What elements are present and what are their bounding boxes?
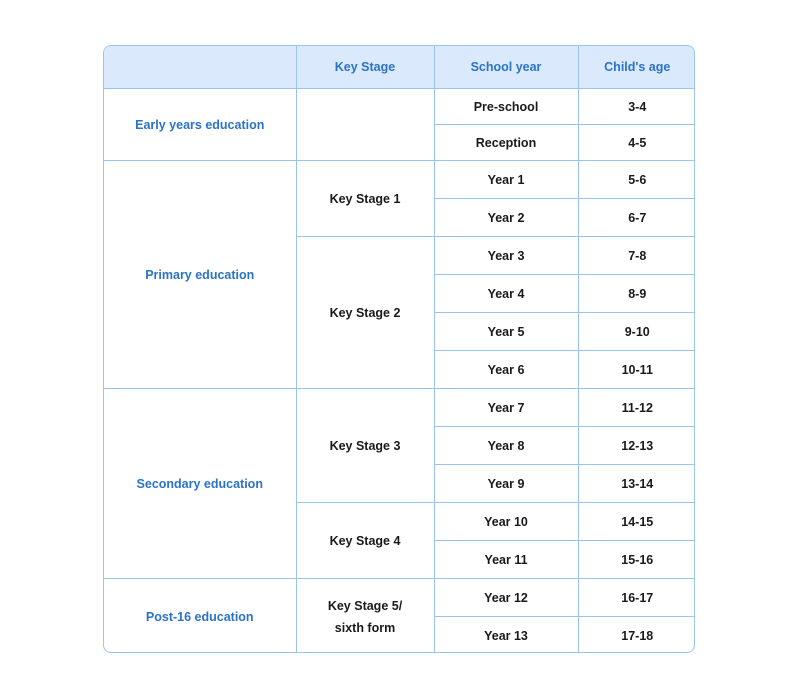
key-stage-cell: Key Stage 3: [296, 389, 434, 503]
key-stage-cell: Key Stage 2: [296, 237, 434, 389]
key-stage-cell: Key Stage 1: [296, 161, 434, 237]
childs-age-cell: 8-9: [578, 275, 695, 313]
school-year-cell: Year 7: [434, 389, 578, 427]
school-year-cell: Year 2: [434, 199, 578, 237]
table-row: [104, 389, 695, 427]
school-year-cell: Reception: [434, 125, 578, 161]
school-year-cell: Year 12: [434, 579, 578, 617]
school-year-cell: Year 3: [434, 237, 578, 275]
school-year-cell: Year 9: [434, 465, 578, 503]
key-stage-cell: [296, 89, 434, 161]
education-level-cell: Post-16 education: [104, 579, 296, 654]
childs-age-cell: 16-17: [578, 579, 695, 617]
table-row: [104, 89, 695, 125]
childs-age-cell: 17-18: [578, 617, 695, 654]
school-stages-table: [103, 45, 695, 653]
childs-age-cell: 6-7: [578, 199, 695, 237]
table-body: [104, 89, 695, 654]
childs-age-cell: 12-13: [578, 427, 695, 465]
table-row: [104, 579, 695, 617]
header-education-level: [104, 46, 296, 89]
childs-age-cell: 13-14: [578, 465, 695, 503]
education-level-cell: Early years education: [104, 89, 296, 161]
school-year-cell: Year 6: [434, 351, 578, 389]
childs-age-cell: 7-8: [578, 237, 695, 275]
education-level-cell: Secondary education: [104, 389, 296, 579]
school-year-cell: Year 10: [434, 503, 578, 541]
key-stage-cell: Key Stage 5/ sixth form: [296, 579, 434, 654]
school-year-cell: Year 13: [434, 617, 578, 654]
key-stage-cell: Key Stage 4: [296, 503, 434, 579]
school-year-cell: Pre-school: [434, 89, 578, 125]
school-year-cell: Year 5: [434, 313, 578, 351]
childs-age-cell: 4-5: [578, 125, 695, 161]
header-school-year: School year: [434, 46, 578, 89]
childs-age-cell: 14-15: [578, 503, 695, 541]
table-row: [104, 161, 695, 199]
childs-age-cell: 10-11: [578, 351, 695, 389]
education-level-cell: Primary education: [104, 161, 296, 389]
school-year-cell: Year 4: [434, 275, 578, 313]
childs-age-cell: 3-4: [578, 89, 695, 125]
table-header-row: [104, 46, 695, 89]
childs-age-cell: 9-10: [578, 313, 695, 351]
childs-age-cell: 5-6: [578, 161, 695, 199]
childs-age-cell: 11-12: [578, 389, 695, 427]
school-year-cell: Year 8: [434, 427, 578, 465]
childs-age-cell: 15-16: [578, 541, 695, 579]
school-year-cell: Year 11: [434, 541, 578, 579]
header-key-stage: Key Stage: [296, 46, 434, 89]
school-year-cell: Year 1: [434, 161, 578, 199]
header-childs-age: Child's age: [578, 46, 695, 89]
